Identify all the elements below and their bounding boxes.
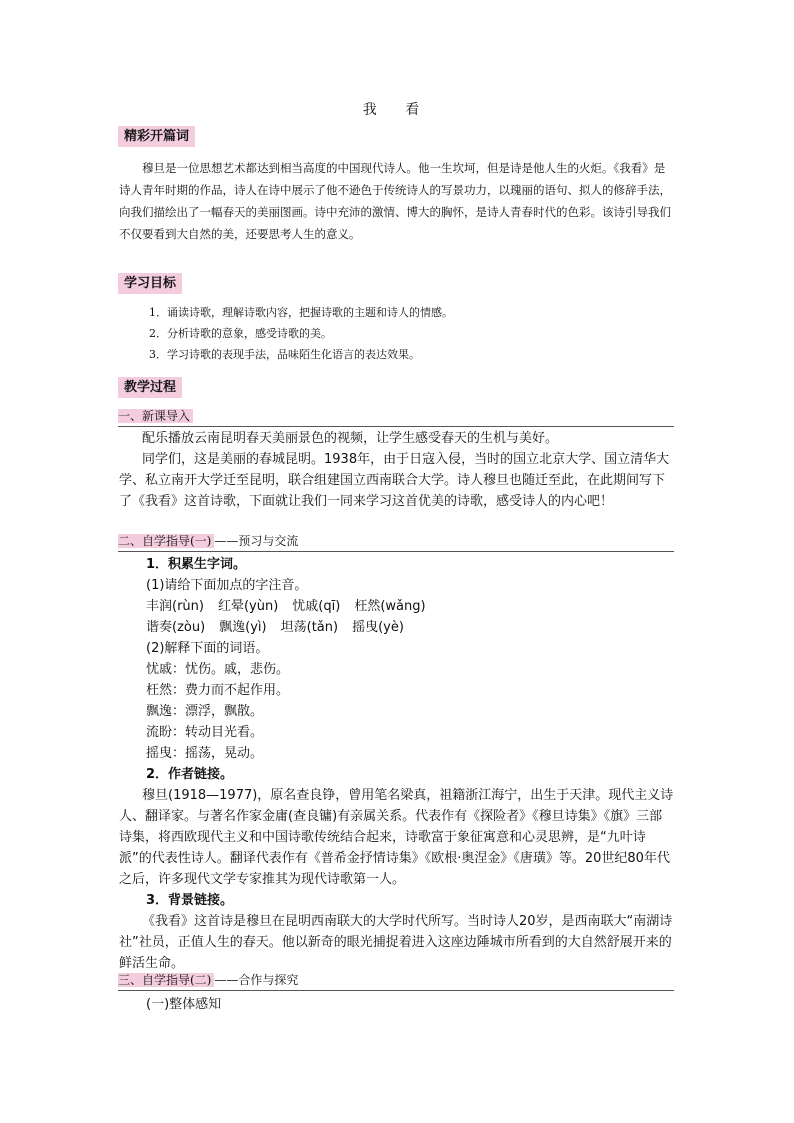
goal-item: 1．诵读诗歌，理解诗歌内容，把握诗歌的主题和诗人的情感。 xyxy=(149,306,453,319)
part-heading-suffix: ——预习与交流 xyxy=(214,534,299,548)
subsection-overview: (一)整体感知 xyxy=(146,997,222,1012)
subsection-vocab: 1．积累生字词。 xyxy=(146,557,247,572)
part-heading-text: 二、自学指导(一) xyxy=(118,534,214,548)
definition-item: 忧戚：忧伤。戚，悲伤。 xyxy=(146,662,290,677)
subsection-author: 2．作者链接。 xyxy=(146,767,234,782)
definition-item: 枉然：费力而不起作用。 xyxy=(146,683,290,698)
definition-item: 流盼：转动目光看。 xyxy=(146,725,264,740)
pinyin-word: 枉然(wǎng) xyxy=(354,599,426,614)
goal-item: 2．分析诗歌的意象，感受诗歌的美。 xyxy=(149,327,332,340)
part-heading-selfstudy-1 xyxy=(118,532,674,552)
question-definitions: (2)解释下面的词语。 xyxy=(146,641,269,656)
question-pinyin: (1)请给下面加点的字注音。 xyxy=(146,578,308,593)
section-label-process: 教学过程 xyxy=(118,377,182,398)
section-label-opening: 精彩开篇词 xyxy=(118,126,195,147)
pinyin-word: 摇曳(yè) xyxy=(352,620,404,635)
part-heading-selfstudy-2 xyxy=(118,971,674,991)
goal-item: 3．学习诗歌的表现手法，品味陌生化语言的表达效果。 xyxy=(149,348,420,361)
definition-item: 摇曳：摇荡，晃动。 xyxy=(146,746,264,761)
pinyin-word: 飘逸(yì) xyxy=(219,620,267,635)
pinyin-word: 红晕(yùn) xyxy=(217,599,279,614)
intro-paragraph-1: 配乐播放云南昆明春天美丽景色的视频，让学生感受春天的生机与美好。 xyxy=(142,431,559,446)
pinyin-word: 忧戚(qī) xyxy=(292,599,341,614)
pinyin-word: 坦荡(tǎn) xyxy=(280,620,339,635)
background-paragraph: 《我看》这首诗是穆旦在昆明西南联大的大学时代所写。当时诗人20岁，是西南联大“南湖诗社”社员，正值人生的春天。他以新奇的眼光捕捉着进入这座边陲城市所看到的大自然舒展开来的鲜活生命。 xyxy=(119,914,673,971)
pinyin-row-1 xyxy=(146,596,440,617)
pinyin-word: 丰润(rùn) xyxy=(146,599,204,614)
definition-item: 飘逸：漂浮，飘散。 xyxy=(146,704,264,719)
author-paragraph: 穆旦(1918—1977)，原名查良铮，曾用笔名梁真，祖籍浙江海宁，出生于天津。现代主义诗人、翻译家。与著名作家金庸(查良镛)有亲属关系。代表作有《探险者》《穆旦诗集》《旗》三部诗集，将西欧现代主义和中国诗歌传统结合起来，诗歌富于象征寓意和心灵思辨，是“九叶诗派”的代表性诗人。翻译代表作有《普希金抒情诗集》《欧根·奥涅金》《唐璜》等。20世纪80年代之后，许多现代文学专家推其为现代诗歌第一人。 xyxy=(119,788,674,887)
subsection-background: 3．背景链接。 xyxy=(146,893,234,908)
part-heading-intro xyxy=(118,407,674,427)
part-heading-suffix: ——合作与探究 xyxy=(214,973,299,987)
section-label-goals: 学习目标 xyxy=(118,273,182,294)
pinyin-row-2 xyxy=(146,617,418,638)
part-heading-text: 一、新课导入 xyxy=(118,409,193,423)
pinyin-word: 谐奏(zòu) xyxy=(146,620,206,635)
opening-paragraph: 穆旦是一位思想艺术都达到相当高度的中国现代诗人。他一生坎坷，但是诗是他人生的火炬。《我看》是诗人青年时期的作品，诗人在诗中展示了他不逊色于传统诗人的写景功力，以瑰丽的语句、拟人的修辞手法，向我们描绘出了一幅春天的美丽图画。诗中充沛的激情、博大的胸怀，是诗人青春时代的色彩。该诗引导我们不仅要看到大自然的美，还要思考人生的意义。 xyxy=(119,161,671,241)
part-heading-text: 三、自学指导(二) xyxy=(118,973,214,987)
intro-paragraph-2: 同学们，这是美丽的春城昆明。1938年，由于日寇入侵，当时的国立北京大学、国立清华大学、私立南开大学迁至昆明，联合组建国立西南联合大学。诗人穆旦也随迁至此，在此期间写下了《我看》这首诗歌，下面就让我们一同来学习这首优美的诗歌，感受诗人的内心吧！ xyxy=(119,452,670,509)
page-title: 我 看 xyxy=(362,102,432,118)
